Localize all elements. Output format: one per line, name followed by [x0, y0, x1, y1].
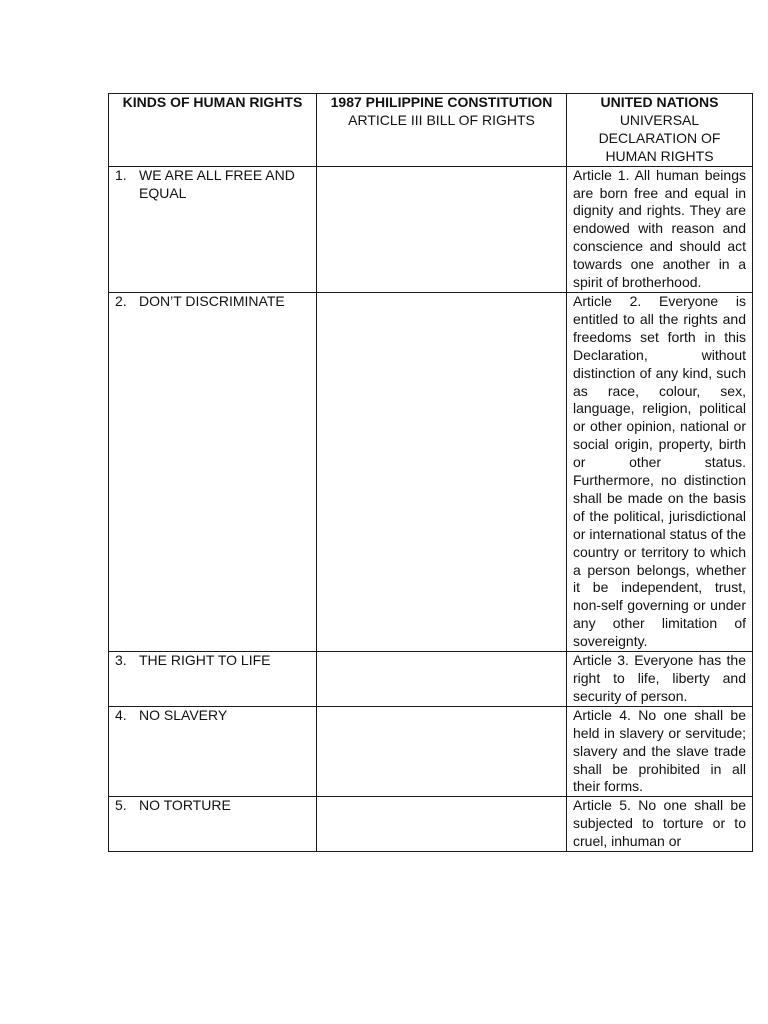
table-row — [109, 706, 753, 797]
right-number: 2. — [115, 292, 127, 309]
header-kinds-title: KINDS OF HUMAN RIGHTS — [122, 94, 303, 110]
table-row — [109, 292, 753, 651]
right-title: WE ARE ALL FREE AND EQUAL — [139, 166, 295, 201]
header-constitution-subtitle: ARTICLE III BILL OF RIGHTS — [348, 111, 535, 128]
table-header-row — [109, 94, 753, 167]
right-number: 3. — [115, 652, 127, 669]
udhr-article-cell: Article 3. Everyone has the right to life, liberty and security of person. — [567, 652, 753, 707]
table-row — [109, 797, 753, 852]
udhr-article-cell: Article 4. No one shall be held in slavery or servitude; slavery and the slave trade shall be prohibited in all their forms. — [567, 706, 753, 797]
right-cell — [109, 652, 317, 707]
header-kinds-of-human-rights — [109, 94, 317, 167]
udhr-article-cell: Article 5. No one shall be subjected to torture or to cruel, inhuman or — [567, 797, 753, 852]
right-title: NO SLAVERY — [139, 706, 228, 723]
table-row — [109, 652, 753, 707]
right-cell — [109, 166, 317, 292]
right-number: 5. — [115, 797, 127, 814]
right-title: THE RIGHT TO LIFE — [139, 652, 271, 669]
udhr-article-cell: Article 1. All human beings are born free and equal in dignity and rights. They are endowed with reason and conscience and should act towards one another in a spirit of brotherhood. — [567, 166, 753, 292]
header-un-subtitle: UNIVERSAL DECLARATION OF HUMAN RIGHTS — [598, 111, 721, 164]
udhr-article-cell: Article 2. Everyone is entitled to all the rights and freedoms set forth in this Declaration, without distinction of any kind, such as race, colour, sex, language, religion, political or other opinion, national or social origin, property, birth or other status. Furthermore, no distinction shall be made on the basis of the political, jurisdictional or international status of the country or territory to which a person belongs, whether it be independent, trust, non-self governing or under any other limitation of sovereignty. — [567, 292, 753, 651]
header-philippine-constitution — [317, 94, 567, 167]
constitution-cell — [317, 797, 567, 852]
right-cell — [109, 797, 317, 852]
right-title: DON’T DISCRIMINATE — [139, 292, 285, 309]
constitution-cell — [317, 292, 567, 651]
right-cell — [109, 292, 317, 651]
right-number: 1. — [115, 166, 127, 183]
constitution-cell — [317, 706, 567, 797]
header-united-nations — [567, 94, 753, 167]
header-constitution-title: 1987 PHILIPPINE CONSTITUTION — [330, 94, 553, 110]
constitution-cell — [317, 166, 567, 292]
header-un-title: UNITED NATIONS — [600, 94, 719, 110]
constitution-cell — [317, 652, 567, 707]
right-cell — [109, 706, 317, 797]
right-title: NO TORTURE — [139, 797, 231, 814]
right-number: 4. — [115, 706, 127, 723]
table-row — [109, 166, 753, 292]
human-rights-table — [108, 93, 753, 852]
